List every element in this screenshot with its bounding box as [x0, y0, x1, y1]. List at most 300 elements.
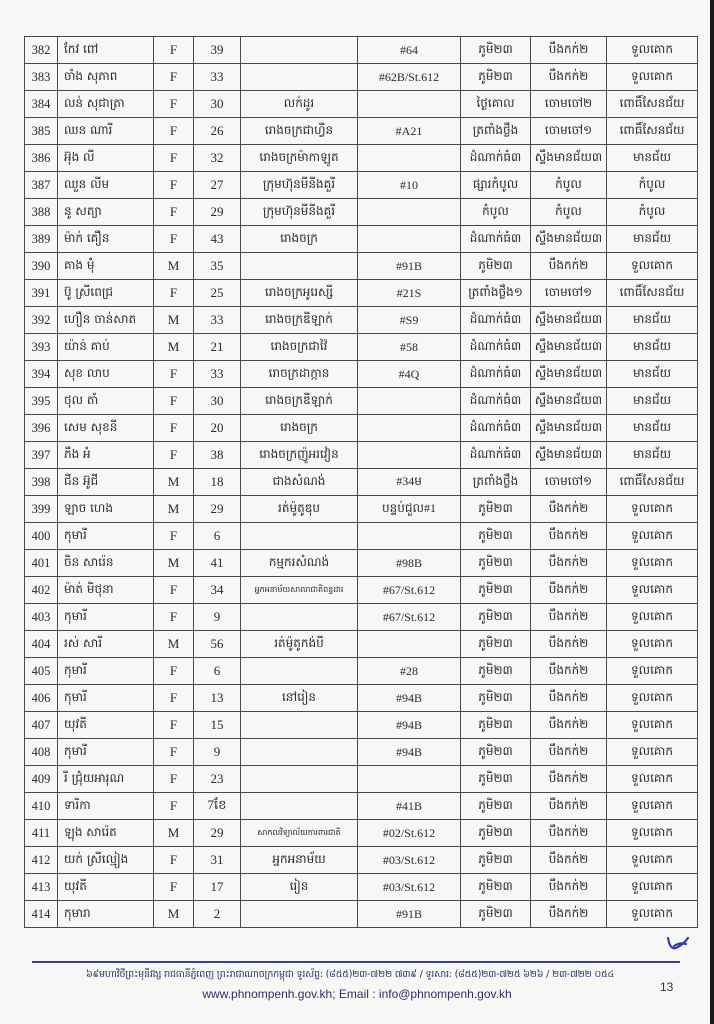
- cell-person-name: ភឹង អំ: [58, 442, 154, 469]
- cell-age: 20: [194, 415, 241, 442]
- cell-row-number: 400: [25, 523, 58, 550]
- cell-age: 34: [194, 577, 241, 604]
- cell-house-number: #03/St.612: [358, 874, 461, 901]
- cell-commune: កំបូល: [531, 172, 607, 199]
- cell-commune: បឹងកក់២: [531, 523, 607, 550]
- cell-district: ទួលគោក: [607, 64, 698, 91]
- cell-commune: ស្ទឹងមានជ័យ៣: [531, 334, 607, 361]
- cell-house-number: #4Q: [358, 361, 461, 388]
- cell-house-number: [358, 766, 461, 793]
- cell-row-number: 398: [25, 469, 58, 496]
- cell-sex: F: [154, 847, 194, 874]
- cell-occupation: រោងចក្រឌីឡាក់: [241, 307, 358, 334]
- cell-sex: M: [154, 820, 194, 847]
- cell-row-number: 394: [25, 361, 58, 388]
- cell-person-name: ទារិកា: [58, 793, 154, 820]
- cell-district: ទួលគោក: [607, 874, 698, 901]
- cell-occupation: [241, 658, 358, 685]
- cell-occupation: ក្រុមហ៊ុនមីនីងគួរី: [241, 172, 358, 199]
- cell-row-number: 393: [25, 334, 58, 361]
- page-number: 13: [660, 980, 674, 994]
- cell-house-number: #64: [358, 37, 461, 64]
- cell-commune: ចោមចៅ២: [531, 91, 607, 118]
- cell-village: ដំណាក់ធំ៣: [461, 361, 531, 388]
- cell-house-number: #41B: [358, 793, 461, 820]
- cell-age: 38: [194, 442, 241, 469]
- cell-commune: កំបូល: [531, 199, 607, 226]
- cell-person-name: កែវ ពៅ: [58, 37, 154, 64]
- cell-row-number: 383: [25, 64, 58, 91]
- cell-village: ភូមិ២៣: [461, 658, 531, 685]
- cell-age: 23: [194, 766, 241, 793]
- cell-commune: ស្ទឹងមានជ័យ៣: [531, 388, 607, 415]
- cell-commune: បឹងកក់២: [531, 604, 607, 631]
- cell-house-number: [358, 523, 461, 550]
- cell-row-number: 410: [25, 793, 58, 820]
- cell-sex: F: [154, 685, 194, 712]
- cell-village: ភូមិ២៣: [461, 766, 531, 793]
- cell-commune: បឹងកក់២: [531, 874, 607, 901]
- cell-occupation: [241, 739, 358, 766]
- cell-house-number: #21S: [358, 280, 461, 307]
- table-row: [25, 91, 698, 118]
- cell-sex: F: [154, 874, 194, 901]
- cell-person-name: កុមារី: [58, 658, 154, 685]
- cell-house-number: [358, 442, 461, 469]
- cell-village: ភូមិ២៣: [461, 631, 531, 658]
- cell-occupation: [241, 793, 358, 820]
- cell-district: ពោធិ៍សែនជ័យ: [607, 91, 698, 118]
- cell-village: ត្រពាំងថ្លឹង: [461, 469, 531, 496]
- cell-village: ដំណាក់ធំ៣: [461, 442, 531, 469]
- cell-sex: F: [154, 172, 194, 199]
- cell-sex: F: [154, 280, 194, 307]
- cell-person-name: យក់ ស្រីល្មៀង: [58, 847, 154, 874]
- cell-person-name: ឡុង សារ៉េត: [58, 820, 154, 847]
- cell-row-number: 389: [25, 226, 58, 253]
- cell-sex: M: [154, 334, 194, 361]
- cell-district: ទួលគោក: [607, 550, 698, 577]
- cell-sex: F: [154, 361, 194, 388]
- cell-commune: បឹងកក់២: [531, 793, 607, 820]
- cell-person-name: លន់ សុជាត្រា: [58, 91, 154, 118]
- cell-village: ភូមិ២៣: [461, 253, 531, 280]
- cell-person-name: យ៉ាន់ គាប់: [58, 334, 154, 361]
- cell-village: ដំណាក់ធំ៣: [461, 415, 531, 442]
- cell-commune: បឹងកក់២: [531, 739, 607, 766]
- cell-occupation: ក្រុមហ៊ុនមីនីងគួរី: [241, 199, 358, 226]
- cell-person-name: កុមារី: [58, 523, 154, 550]
- cell-age: 56: [194, 631, 241, 658]
- cell-age: 17: [194, 874, 241, 901]
- cell-row-number: 384: [25, 91, 58, 118]
- cell-occupation: រោងចក្រម៉ាកាឡូត: [241, 145, 358, 172]
- cell-village: ផ្សារកំបូល: [461, 172, 531, 199]
- cell-person-name: កុមារា: [58, 901, 154, 928]
- cell-age: 35: [194, 253, 241, 280]
- cell-house-number: [358, 145, 461, 172]
- cell-commune: បឹងកក់២: [531, 820, 607, 847]
- cell-age: 39: [194, 37, 241, 64]
- cell-sex: F: [154, 145, 194, 172]
- cell-commune: ស្ទឹងមានជ័យ៣: [531, 145, 607, 172]
- cell-row-number: 412: [25, 847, 58, 874]
- cell-age: 9: [194, 604, 241, 631]
- cell-row-number: 407: [25, 712, 58, 739]
- cell-sex: F: [154, 523, 194, 550]
- cell-sex: F: [154, 64, 194, 91]
- footer-divider: [32, 961, 680, 963]
- table-row: [25, 766, 698, 793]
- cell-commune: ចោមចៅ១: [531, 469, 607, 496]
- cell-house-number: #94B: [358, 685, 461, 712]
- cell-person-name: ឈន ណារី: [58, 118, 154, 145]
- cell-person-name: អ៊ុង លី: [58, 145, 154, 172]
- cell-sex: M: [154, 496, 194, 523]
- cell-sex: F: [154, 415, 194, 442]
- cell-occupation: [241, 712, 358, 739]
- cell-row-number: 411: [25, 820, 58, 847]
- table-row: [25, 739, 698, 766]
- cell-row-number: 414: [25, 901, 58, 928]
- cell-commune: បឹងកក់២: [531, 766, 607, 793]
- cell-age: 32: [194, 145, 241, 172]
- cell-occupation: សាកលវិទ្យាល័យការពារជាតិ: [241, 820, 358, 847]
- cell-district: ទួលគោក: [607, 820, 698, 847]
- table-row: [25, 199, 698, 226]
- cell-district: ទួលគោក: [607, 712, 698, 739]
- cell-village: ភូមិ២៣: [461, 820, 531, 847]
- cell-district: ពោធិ៍សែនជ័យ: [607, 280, 698, 307]
- cell-district: ទួលគោក: [607, 766, 698, 793]
- cell-row-number: 390: [25, 253, 58, 280]
- cell-house-number: #91B: [358, 901, 461, 928]
- cell-age: 6: [194, 523, 241, 550]
- cell-person-name: ថុល តាំ: [58, 388, 154, 415]
- cell-age: 41: [194, 550, 241, 577]
- cell-village: ភូមិ២៣: [461, 847, 531, 874]
- cell-occupation: [241, 766, 358, 793]
- table-row: [25, 793, 698, 820]
- table-row: [25, 361, 698, 388]
- footer-website-email: www.phnompenh.gov.kh; Email : info@phnompenh.gov.kh: [202, 987, 512, 1001]
- cell-commune: ចោមចៅ១: [531, 280, 607, 307]
- table-row: [25, 253, 698, 280]
- table-row: [25, 631, 698, 658]
- cell-sex: M: [154, 550, 194, 577]
- cell-occupation: កម្មករសំណង់: [241, 550, 358, 577]
- cell-occupation: រោងចក្រអូរេស្សី: [241, 280, 358, 307]
- cell-commune: បឹងកក់២: [531, 712, 607, 739]
- cell-sex: F: [154, 226, 194, 253]
- cell-village: ភូមិ២៣: [461, 901, 531, 928]
- cell-sex: F: [154, 658, 194, 685]
- cell-village: ថ្ងៃគោល: [461, 91, 531, 118]
- cell-age: 30: [194, 91, 241, 118]
- cell-district: មានជ័យ: [607, 226, 698, 253]
- cell-village: ភូមិ២៣: [461, 712, 531, 739]
- cell-sex: F: [154, 739, 194, 766]
- cell-sex: F: [154, 388, 194, 415]
- cell-district: ទួលគោក: [607, 496, 698, 523]
- cell-sex: M: [154, 631, 194, 658]
- cell-house-number: #67/St.612: [358, 577, 461, 604]
- table-row: [25, 874, 698, 901]
- cell-district: ទួលគោក: [607, 847, 698, 874]
- cell-sex: F: [154, 37, 194, 64]
- table-row: [25, 496, 698, 523]
- cell-village: ត្រពាំងថ្លឹង: [461, 118, 531, 145]
- cell-district: ពោធិ៍សែនជ័យ: [607, 469, 698, 496]
- cell-commune: បឹងកក់២: [531, 658, 607, 685]
- cell-commune: ស្ទឹងមានជ័យ៣: [531, 361, 607, 388]
- cell-age: 15: [194, 712, 241, 739]
- cell-sex: F: [154, 199, 194, 226]
- cell-age: 21: [194, 334, 241, 361]
- cell-district: ទួលគោក: [607, 523, 698, 550]
- cell-row-number: 402: [25, 577, 58, 604]
- cell-occupation: [241, 523, 358, 550]
- cell-district: មានជ័យ: [607, 361, 698, 388]
- cell-person-name: រស់ សារី: [58, 631, 154, 658]
- cell-sex: M: [154, 901, 194, 928]
- cell-house-number: #58: [358, 334, 461, 361]
- cell-occupation: រោងចក្រជាហ្វីន: [241, 118, 358, 145]
- cell-person-name: កុមារី: [58, 739, 154, 766]
- cell-district: មានជ័យ: [607, 415, 698, 442]
- cell-person-name: ម៉ាក់ គឿន: [58, 226, 154, 253]
- cell-house-number: #91B: [358, 253, 461, 280]
- cell-house-number: #02/St.612: [358, 820, 461, 847]
- cell-person-name: កុមារី: [58, 604, 154, 631]
- table-row: [25, 550, 698, 577]
- cell-age: 43: [194, 226, 241, 253]
- cell-age: 29: [194, 820, 241, 847]
- cell-commune: ស្ទឹងមានជ័យ៣: [531, 307, 607, 334]
- cell-district: ទួលគោក: [607, 658, 698, 685]
- cell-person-name: ប៊ូ ស្រីពេជ្រ: [58, 280, 154, 307]
- cell-village: ភូមិ២៣: [461, 37, 531, 64]
- cell-commune: បឹងកក់២: [531, 253, 607, 280]
- table-row: [25, 901, 698, 928]
- table-row: [25, 37, 698, 64]
- cell-district: មានជ័យ: [607, 388, 698, 415]
- table-row: [25, 577, 698, 604]
- cell-district: កំបូល: [607, 172, 698, 199]
- cell-district: ទួលគោក: [607, 793, 698, 820]
- cell-village: ដំណាក់ធំ៣: [461, 145, 531, 172]
- table-row: [25, 847, 698, 874]
- cell-sex: F: [154, 793, 194, 820]
- cell-commune: បឹងកក់២: [531, 901, 607, 928]
- cell-house-number: បន្ទប់ជួល#1: [358, 496, 461, 523]
- cell-row-number: 408: [25, 739, 58, 766]
- cell-person-name: រី ជ្រុំយអារុណ: [58, 766, 154, 793]
- cell-age: 2: [194, 901, 241, 928]
- cell-occupation: [241, 604, 358, 631]
- cell-district: មានជ័យ: [607, 334, 698, 361]
- cell-person-name: គាង ម៉ុំ: [58, 253, 154, 280]
- cell-row-number: 403: [25, 604, 58, 631]
- cell-row-number: 388: [25, 199, 58, 226]
- cell-district: មានជ័យ: [607, 307, 698, 334]
- cell-commune: បឹងកក់២: [531, 631, 607, 658]
- cell-commune: បឹងកក់២: [531, 550, 607, 577]
- cell-commune: ចោមចៅ១: [531, 118, 607, 145]
- cell-age: 26: [194, 118, 241, 145]
- cell-occupation: អ្នកអនាម័យសាលាជាតិពន្ធដារ: [241, 577, 358, 604]
- cell-sex: F: [154, 118, 194, 145]
- cell-occupation: [241, 901, 358, 928]
- cell-row-number: 413: [25, 874, 58, 901]
- page-edge-shadow: [710, 0, 714, 1024]
- cell-district: ទួលគោក: [607, 739, 698, 766]
- cell-occupation: [241, 253, 358, 280]
- table-row: [25, 523, 698, 550]
- cell-village: ភូមិ២៣: [461, 739, 531, 766]
- cell-row-number: 395: [25, 388, 58, 415]
- cell-village: ភូមិ២៣: [461, 577, 531, 604]
- cell-village: ភូមិ២៣: [461, 793, 531, 820]
- cell-person-name: ឡាច ហេង: [58, 496, 154, 523]
- cell-age: 25: [194, 280, 241, 307]
- cell-sex: M: [154, 469, 194, 496]
- cell-village: ភូមិ២៣: [461, 685, 531, 712]
- cell-commune: បឹងកក់២: [531, 577, 607, 604]
- cell-village: ភូមិ២៣: [461, 874, 531, 901]
- cell-age: 29: [194, 199, 241, 226]
- cell-person-name: យុវតី: [58, 712, 154, 739]
- cell-district: ទួលគោក: [607, 577, 698, 604]
- table-row: [25, 712, 698, 739]
- cell-house-number: #28: [358, 658, 461, 685]
- table-row: [25, 604, 698, 631]
- cell-district: ទួលគោក: [607, 253, 698, 280]
- cell-house-number: #03/St.612: [358, 847, 461, 874]
- cell-house-number: [358, 199, 461, 226]
- cell-row-number: 406: [25, 685, 58, 712]
- cell-district: កំបូល: [607, 199, 698, 226]
- cell-row-number: 397: [25, 442, 58, 469]
- cell-occupation: រត់ម៉ូតូកង់បី: [241, 631, 358, 658]
- cell-occupation: អ្នកអនាម័យ: [241, 847, 358, 874]
- handwritten-initial-mark: [664, 932, 692, 956]
- cell-occupation: រោងចក្រញ៉ូអរវៀន: [241, 442, 358, 469]
- cell-age: 30: [194, 388, 241, 415]
- cell-occupation: រៀន: [241, 874, 358, 901]
- cell-village: ដំណាក់ធំ៣: [461, 334, 531, 361]
- cell-person-name: ហឿន ចាន់សាត: [58, 307, 154, 334]
- cell-village: ភូមិ២៣: [461, 550, 531, 577]
- cell-district: ពោធិ៍សែនជ័យ: [607, 118, 698, 145]
- cell-age: 31: [194, 847, 241, 874]
- cell-commune: បឹងកក់២: [531, 64, 607, 91]
- cell-sex: F: [154, 91, 194, 118]
- cell-row-number: 405: [25, 658, 58, 685]
- cell-district: ទួលគោក: [607, 604, 698, 631]
- cell-occupation: រោងចក្រជាវ៉ៃ: [241, 334, 358, 361]
- cell-age: 33: [194, 64, 241, 91]
- cell-house-number: #67/St.612: [358, 604, 461, 631]
- table-row: [25, 442, 698, 469]
- cell-person-name: សេម សុខនី: [58, 415, 154, 442]
- cell-row-number: 399: [25, 496, 58, 523]
- cell-row-number: 404: [25, 631, 58, 658]
- cell-district: ទួលគោក: [607, 631, 698, 658]
- cell-occupation: នៅរៀន: [241, 685, 358, 712]
- cell-occupation: ជាងសំណង់: [241, 469, 358, 496]
- cell-row-number: 392: [25, 307, 58, 334]
- cell-person-name: ជីន អ៊ូជី: [58, 469, 154, 496]
- cell-commune: បឹងកក់២: [531, 37, 607, 64]
- cell-sex: M: [154, 253, 194, 280]
- table-row: [25, 118, 698, 145]
- cell-age: 13: [194, 685, 241, 712]
- cell-occupation: រោងចក្រ: [241, 415, 358, 442]
- cell-age: 18: [194, 469, 241, 496]
- cell-occupation: រោចក្រដាក្កាន: [241, 361, 358, 388]
- table-row: [25, 415, 698, 442]
- cell-sex: M: [154, 307, 194, 334]
- cell-house-number: #A21: [358, 118, 461, 145]
- cell-occupation: រត់ម៉ូតូឌុប: [241, 496, 358, 523]
- cell-occupation: លក់ដូរ: [241, 91, 358, 118]
- cell-village: ដំណាក់ធំ៣: [461, 226, 531, 253]
- cell-row-number: 401: [25, 550, 58, 577]
- cell-house-number: [358, 631, 461, 658]
- table-row: [25, 658, 698, 685]
- cell-village: ភូមិ២៣: [461, 64, 531, 91]
- cell-commune: ស្ទឹងមានជ័យ៣: [531, 442, 607, 469]
- cell-village: ភូមិ២៣: [461, 496, 531, 523]
- table-row: [25, 388, 698, 415]
- cell-row-number: 387: [25, 172, 58, 199]
- cell-commune: ស្ទឹងមានជ័យ៣: [531, 226, 607, 253]
- cell-village: ភូមិ២៣: [461, 523, 531, 550]
- cell-district: ទួលគោក: [607, 685, 698, 712]
- cell-house-number: #94B: [358, 739, 461, 766]
- cell-occupation: រោងចក្រឌីឡាក់: [241, 388, 358, 415]
- cell-occupation: [241, 64, 358, 91]
- table-row: [25, 820, 698, 847]
- cell-commune: បឹងកក់២: [531, 847, 607, 874]
- cell-house-number: #10: [358, 172, 461, 199]
- cell-sex: F: [154, 604, 194, 631]
- cell-person-name: យុវតី: [58, 874, 154, 901]
- cell-sex: F: [154, 442, 194, 469]
- cell-row-number: 386: [25, 145, 58, 172]
- cell-district: ទួលគោក: [607, 901, 698, 928]
- table-row: [25, 172, 698, 199]
- cell-person-name: សុខ លាប: [58, 361, 154, 388]
- cell-age: 9: [194, 739, 241, 766]
- cell-person-name: កុមារី: [58, 685, 154, 712]
- table-row: [25, 64, 698, 91]
- cell-house-number: [358, 388, 461, 415]
- cell-row-number: 385: [25, 118, 58, 145]
- cell-age: 7ខែ: [194, 793, 241, 820]
- cell-occupation: រោងចក្រ: [241, 226, 358, 253]
- cell-sex: F: [154, 577, 194, 604]
- cell-person-name: ចាំង សុភាព: [58, 64, 154, 91]
- cell-age: 27: [194, 172, 241, 199]
- cell-age: 33: [194, 361, 241, 388]
- cell-house-number: #98B: [358, 550, 461, 577]
- cell-age: 33: [194, 307, 241, 334]
- cell-village: ដំណាក់ធំ៣: [461, 388, 531, 415]
- footer-address: ៦៩មហាវិថីព្រះមុនីវង្ស រាជធានីភ្នំពេញ ព្រះរាជាណាចក្រកម្ពុជា ទូរស័ព្ទ: (៨៥៥)២៣-៧២២ ៧៣៩ / ទូរសារ: (៨៥៥)២៣-៧២៥ ៦២៦ / ២៣-៧២២ ០៥៤: [85, 969, 615, 980]
- cell-sex: F: [154, 712, 194, 739]
